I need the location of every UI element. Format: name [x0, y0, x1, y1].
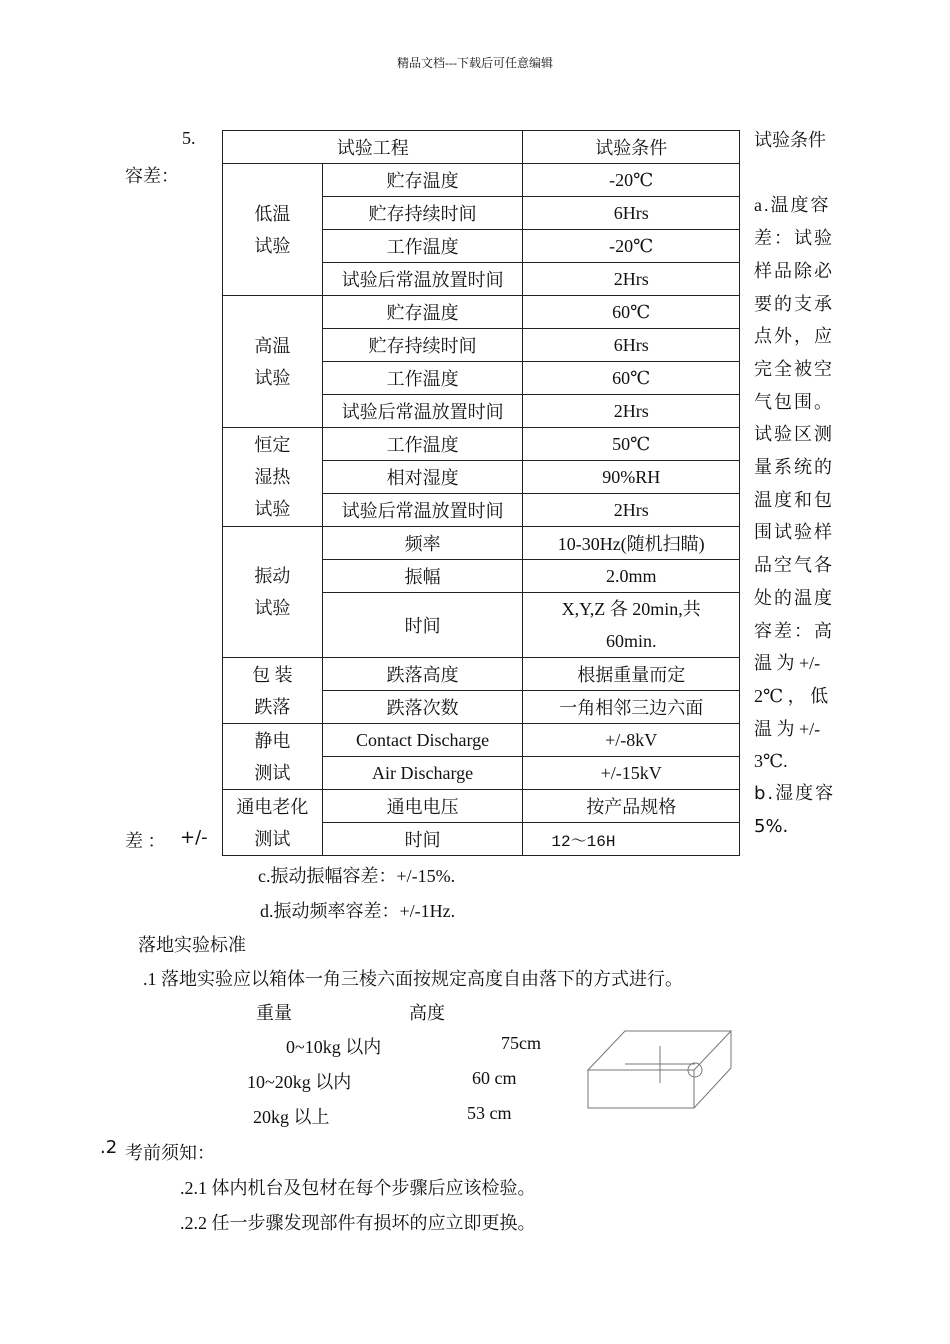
rc-line: 2℃ ， 低: [754, 685, 829, 706]
item-cell: 贮存持续时间: [322, 329, 523, 362]
rc-line: 点外，应: [754, 326, 834, 347]
rc-line: 温度和包: [754, 489, 834, 510]
item-cell: 工作温度: [322, 362, 523, 395]
group-label: 湿热: [254, 467, 291, 487]
condition-cell: 按产品规格: [523, 790, 740, 823]
rc-line: 围试验样: [754, 522, 834, 543]
item-cell: 跌落高度: [322, 658, 523, 691]
group-label: 振动: [254, 566, 291, 586]
condition-line: 60min.: [605, 631, 657, 651]
group-damp-heat: [223, 428, 323, 527]
group-label: 测试: [254, 828, 291, 849]
height-cell: 53 cm: [467, 1103, 512, 1123]
group-label: 跌落: [254, 696, 291, 717]
header-weight: 重量: [256, 1003, 292, 1023]
rc-line: 差：试验: [754, 228, 834, 249]
condition-cell: 12～16H: [523, 823, 740, 856]
group-label: 低温: [254, 203, 291, 224]
condition-cell: 2Hrs: [523, 494, 740, 527]
condition-cell: 2.0mm: [523, 560, 740, 593]
group-burn-in: [223, 790, 323, 856]
right-column-text: [754, 124, 836, 843]
height-cell: 60 cm: [472, 1068, 517, 1088]
item-cell: 试验后常温放置时间: [322, 494, 523, 527]
group-label: 试验: [254, 598, 291, 618]
group-label: 恒定: [254, 435, 291, 455]
condition-cell: 6Hrs: [523, 197, 740, 230]
rc-line: 5%.: [754, 815, 789, 837]
item-cell: 试验后常温放置时间: [322, 395, 523, 428]
item-cell: Air Discharge: [322, 757, 523, 790]
header-test-condition: 试验条件: [523, 131, 740, 164]
group-high-temp: [223, 296, 323, 428]
rc-line: 试验区测: [754, 424, 834, 445]
group-label: 静电: [254, 730, 291, 751]
condition-cell: 90%RH: [523, 461, 740, 494]
rc-line: 要的支承: [754, 293, 834, 314]
test-conditions-table: [222, 130, 740, 856]
condition-cell: 2Hrs: [523, 263, 740, 296]
item-cell: 频率: [322, 527, 523, 560]
header-height: 高度: [409, 1003, 445, 1023]
rc-line: 3℃.: [754, 751, 788, 772]
condition-cell: 60℃: [523, 296, 740, 329]
tolerance-label: 容差：: [125, 166, 179, 186]
item-cell: 贮存温度: [322, 164, 523, 197]
condition-cell: 60℃: [523, 362, 740, 395]
condition-cell: -20℃: [523, 230, 740, 263]
item-cell: 贮存持续时间: [322, 197, 523, 230]
weight-cell: 0~10kg 以内: [286, 1037, 382, 1057]
section2-title: 考前须知：: [125, 1143, 215, 1163]
table-row: [223, 296, 740, 329]
height-cell: 75cm: [501, 1033, 541, 1053]
condition-cell: 2Hrs: [523, 395, 740, 428]
group-low-temp: [223, 164, 323, 296]
group-label: 包 装: [252, 664, 293, 685]
item-cell: Contact Discharge: [322, 724, 523, 757]
header-test-item: 试验工程: [223, 131, 523, 164]
rc-line: 量系统的: [754, 457, 834, 478]
condition-cell: 根据重量而定: [523, 658, 740, 691]
group-label: 试验: [254, 235, 291, 256]
note-vibration-frequency: d.振动频率容差：+/-1Hz.: [260, 901, 456, 921]
group-label: 测试: [254, 762, 291, 783]
table-row: [223, 724, 740, 757]
group-label: 通电老化: [236, 796, 309, 817]
condition-cell: -20℃: [523, 164, 740, 197]
rc-line: 试验条件: [754, 130, 826, 150]
table-row: [223, 428, 740, 461]
rc-line: 温 为 +/-: [754, 718, 821, 739]
item-cell: 通电电压: [322, 790, 523, 823]
condition-cell: 10-30Hz(随机扫瞄): [523, 527, 740, 560]
condition-cell: +/-8kV: [523, 724, 740, 757]
item-cell: 相对湿度: [322, 461, 523, 494]
item-cell: 工作温度: [322, 428, 523, 461]
rc-line: 气包围。: [754, 391, 834, 412]
item-cell: 振幅: [322, 560, 523, 593]
rc-line: 样品除必: [754, 260, 834, 281]
rc-line: [754, 157, 836, 190]
condition-cell: 50℃: [523, 428, 740, 461]
group-vibration: [223, 527, 323, 658]
rc-line: 温 为 +/-: [754, 653, 821, 674]
table-row: [223, 527, 740, 560]
group-label: 高温: [254, 335, 291, 356]
table-row: [223, 164, 740, 197]
drop-standard-title: 落地实验标准: [138, 935, 246, 955]
item-cell: 贮存温度: [322, 296, 523, 329]
condition-cell: 6Hrs: [523, 329, 740, 362]
condition-cell: [523, 593, 740, 658]
section2-number: .2: [100, 1137, 118, 1158]
drop-standard-para: .1 落地实验应以箱体一角三棱六面按规定高度自由落下的方式进行。: [143, 969, 683, 989]
condition-cell: +/-15kV: [523, 757, 740, 790]
rc-line: 处的温度: [754, 587, 834, 608]
group-label: 试验: [254, 499, 291, 519]
weight-cell: 10~20kg 以内: [247, 1072, 352, 1092]
group-esd: [223, 724, 323, 790]
rc-line: b.湿度容: [754, 783, 836, 805]
note-vibration-amplitude: c.振动振幅容差：+/-15%.: [258, 866, 456, 886]
table-header-row: [223, 131, 740, 164]
rc-line: 完全被空: [754, 358, 834, 379]
rc-line: 品空气各: [754, 555, 834, 576]
condition-cell: 一角相邻三边六面: [523, 691, 740, 724]
section2-item-2: .2.2 任一步骤发现部件有损坏的应立即更换。: [180, 1213, 536, 1233]
group-package-drop: [223, 658, 323, 724]
section2-item-1: .2.1 体内机台及包材在每个步骤后应该检验。: [180, 1178, 536, 1198]
box-drop-diagram-icon: [585, 1028, 737, 1112]
item-cell: 跌落次数: [322, 691, 523, 724]
section-number: 5.: [182, 128, 196, 148]
page-header: 精品文档---下载后可任意编辑: [397, 56, 553, 70]
table-row: [223, 658, 740, 691]
item-cell: 试验后常温放置时间: [322, 263, 523, 296]
tolerance-cha: 差 ：: [125, 831, 166, 851]
table-row: [223, 790, 740, 823]
item-cell: 时间: [322, 593, 523, 658]
condition-line: X,Y,Z 各 20min,共: [561, 599, 701, 619]
item-cell: 工作温度: [322, 230, 523, 263]
rc-line: 容差：高: [754, 620, 834, 641]
weight-cell: 20kg 以上: [253, 1107, 330, 1127]
group-label: 试验: [254, 367, 291, 388]
rc-line: a.温度容: [754, 195, 831, 216]
plus-minus: +/-: [180, 827, 208, 848]
item-cell: 时间: [322, 823, 523, 856]
